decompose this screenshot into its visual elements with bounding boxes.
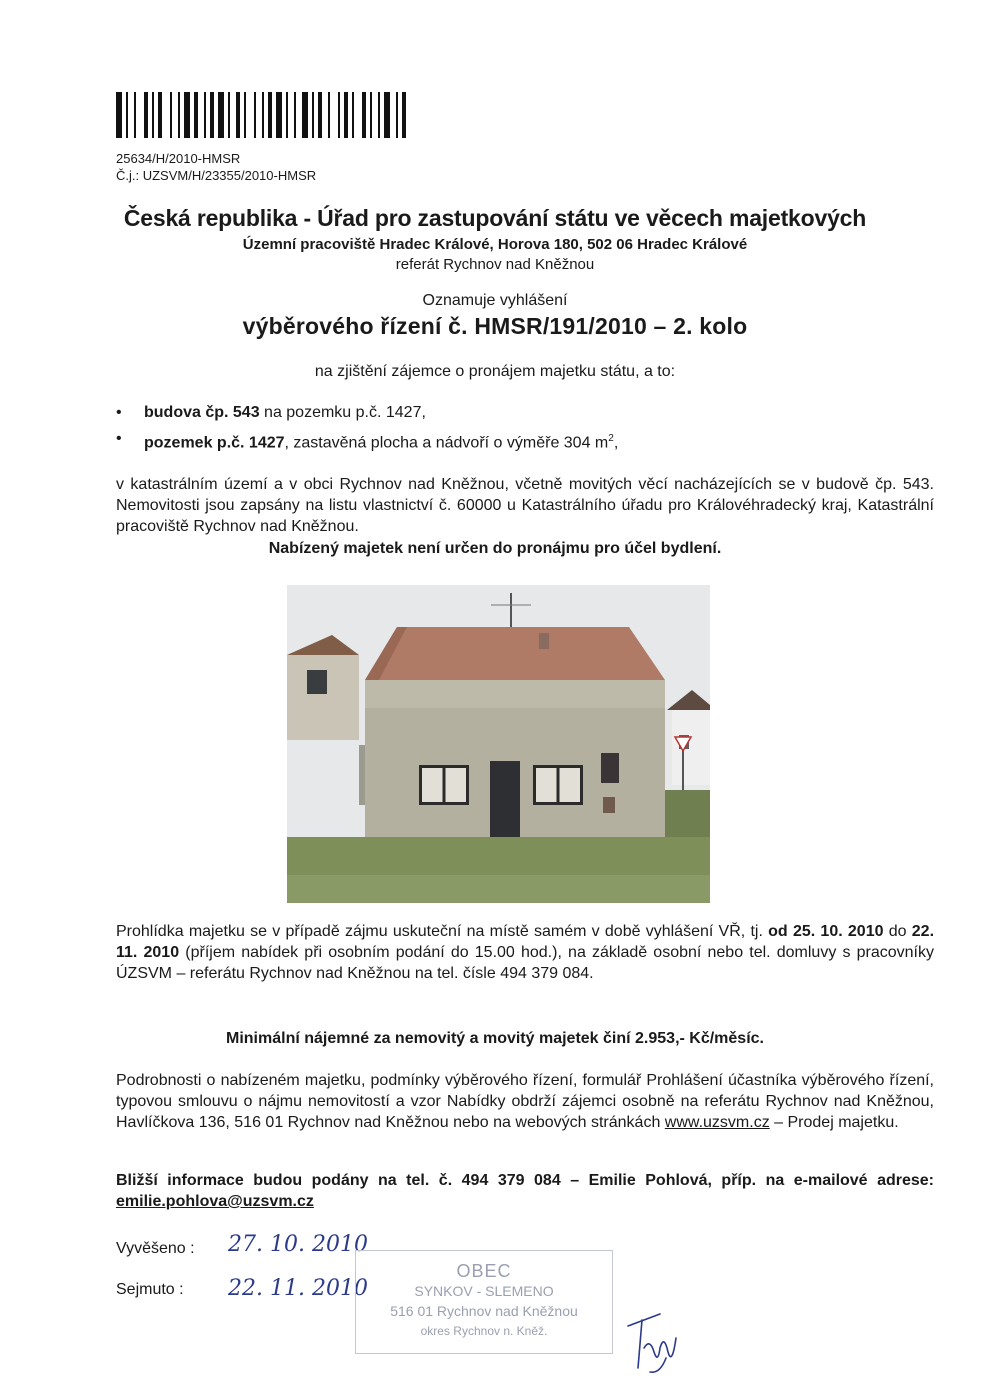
contact-paragraph: Bližší informace budou podány na tel. č. 494 379 084 – Emilie Pohlová, příp. na e-mailové adrese: emilie.pohlova@uzsvm.cz: [116, 1172, 934, 1210]
posted-date: 27. 10. 2010: [228, 1232, 368, 1257]
agency-title: Česká republika - Úřad pro zastupování státu ve věcech majetkových: [123, 205, 867, 231]
email-link[interactable]: emilie.pohlova@uzsvm.cz: [116, 1193, 314, 1210]
list-item: • pozemek p.č. 1427, zastavěná plocha a nádvoří o výměře 304 $m^2$,: [116, 426, 618, 456]
details-paragraph: Podrobnosti o nabízeném majetku, podmínky výběrového řízení, formulář Prohlášení účastníka výběrového řízení, typovou smlouvu o nájmu nemovitostí a vzor Nabídky obdrží zájemci osobně na referátu Rychnov nad Kněžnou, Havlíčkova 136, 516 01 Rychnov nad Kněžnou nebo na webových stránkách www.uzsvm.cz – Prodej majetku.: [116, 1072, 934, 1131]
department-name: referát Rychnov nad Kněžnou: [395, 256, 595, 273]
housing-notice: Nabízený majetek není určen do pronájmu pro účel bydlení.: [268, 540, 722, 557]
announcement-intro: Oznamuje vyhlášení: [422, 292, 568, 309]
municipal-stamp: OBEC SYNKOV - SLEMENO 516 01 Rychnov nad Kněžnou okres Rychnov n. Kněž.: [355, 1250, 613, 1354]
tender-title: výběrového řízení č. HMSR/191/2010 – 2. kolo: [242, 313, 748, 339]
signature: [620, 1308, 680, 1378]
document-references: [116, 150, 316, 184]
property-list: [116, 400, 618, 456]
removed-label: Sejmuto :: [116, 1281, 184, 1298]
list-item: • budova čp. 543 na pozemku p.č. 1427,: [116, 400, 618, 426]
location-paragraph: v katastrálním území a v obci Rychnov nad Kněžnou, včetně movitých věcí nacházejících se v budově čp. 543. Nemovitosti jsou zapsány na listu vlastnictví č. 60000 u Katastrálního úřadu pro Královéhradecký kraj, Katastrální pracoviště Rychnov nad Kněžnou.: [116, 476, 934, 535]
posted-label: Vyvěšeno :: [116, 1240, 195, 1257]
removed-date: 22. 11. 2010: [228, 1276, 368, 1301]
inspection-paragraph: Prohlídka majetku se v případě zájmu uskuteční na místě samém v době vyhlášení VŘ, tj. od 25. 10. 2010 do 22. 11. 2010 (příjem nabídek při osobním podání do 15.00 hod.), na základě osobní nebo tel. domluvy s pracovníky ÚZSVM – referátu Rychnov nad Kněžnou na tel. čísle 494 379 084.: [116, 923, 935, 982]
building-photo: [287, 585, 710, 903]
case-number: Č.j.: UZSVM/H/23355/2010-HMSR: [116, 168, 317, 183]
tender-purpose: na zjištění zájemce o pronájem majetku státu, a to:: [314, 363, 676, 380]
minimum-rent: Minimální nájemné za nemovitý a movitý majetek činí 2.953,- Kč/měsíc.: [226, 1030, 764, 1047]
office-address: Územní pracoviště Hradec Králové, Horova 180, 502 06 Hradec Králové: [242, 236, 748, 253]
barcode: [116, 92, 516, 138]
registration-number: 25634/H/2010-HMSR: [116, 151, 241, 166]
website-link[interactable]: www.uzsvm.cz: [664, 1114, 770, 1131]
